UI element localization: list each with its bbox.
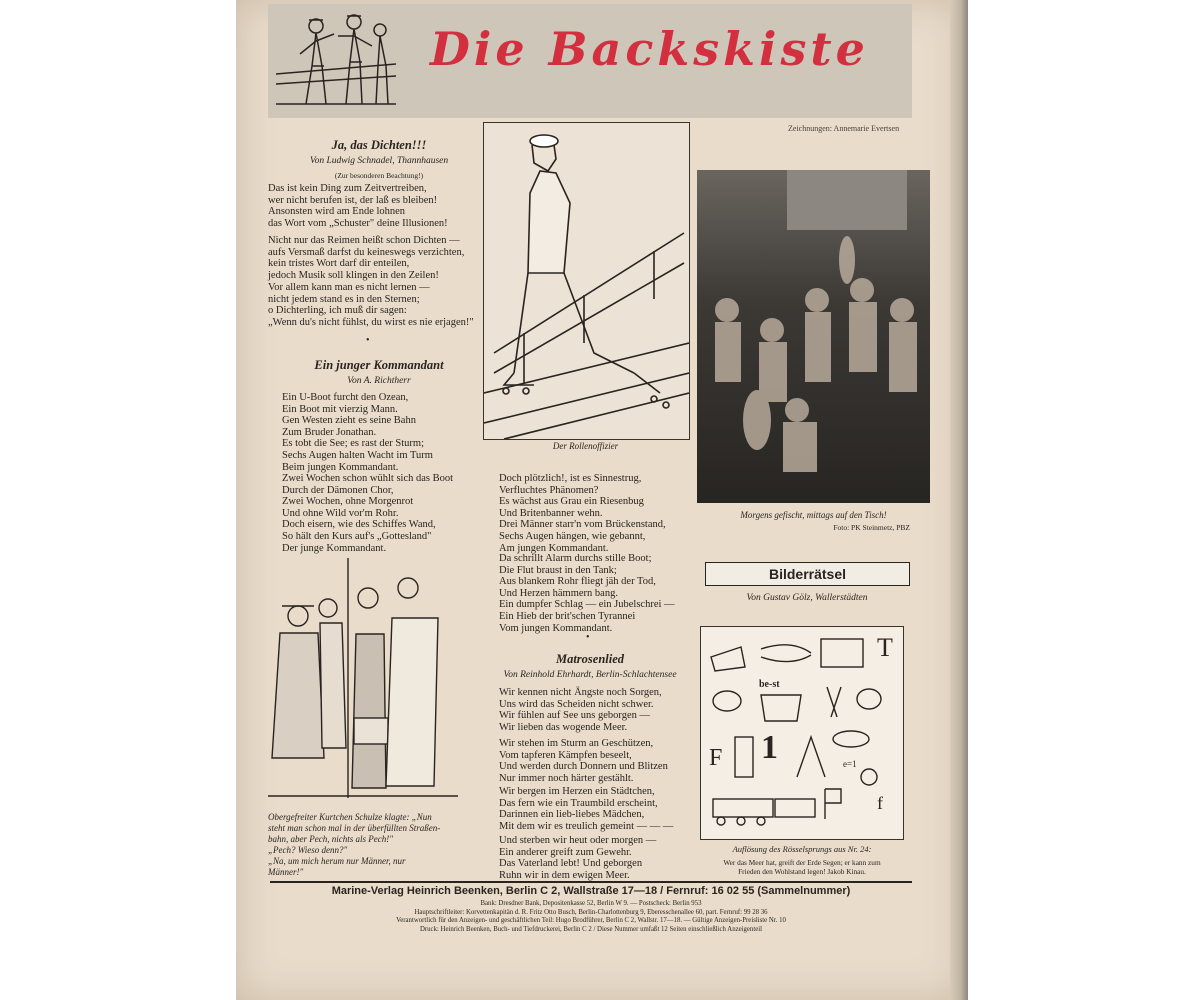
poem-author: Von A. Richtherr <box>347 376 411 386</box>
publisher-line: Marine-Verlag Heinrich Beenken, Berlin C 2, Wallstraße 17—18 / Fernruf: 16 02 55 (Sammelnummer) <box>331 885 851 897</box>
puzzle-letter: F <box>709 745 723 771</box>
separator-dot: • <box>366 335 370 346</box>
poem-author: Von Reinhold Ehrhardt, Berlin-Schlachtensee <box>503 670 677 680</box>
photo-figures <box>697 170 930 503</box>
page-edge <box>950 0 968 1000</box>
puzzle-text: be-st <box>759 679 780 690</box>
magazine-section-title: Die Backskiste <box>430 22 869 76</box>
puzzle-letter: T <box>877 633 893 662</box>
poem-title: Ein junger Kommandant <box>314 358 444 372</box>
poem-stanza: Doch plötzlich!, ist es Sinnestrug, Verfluchtes Phänomen? Es wächst aus Grau ein Riesenbug Und Britenbanner wehn. Drei Männer starr'n vom Brückenstand, Sechs Augen hängen, wie gebannt, Am jungen Kommandant. <box>499 473 666 554</box>
poem-stanza: Da schrillt Alarm durchs stille Boot; Die Flut braust in den Tank; Aus blankem Rohr fliegt jäh der Tod, Und Herzen hämmern bang. Ein dumpfer Schlag — ein Jubelschrei — Ein Hieb der brit'schen Tyrannei Vom jungen Kommandant. <box>499 553 675 634</box>
tram-cartoon <box>268 558 458 808</box>
poem-note: (Zur besonderen Beachtung!) <box>334 171 424 180</box>
poem-stanza: Das ist kein Ding zum Zeitvertreiben, wer nicht berufen ist, der laß es bleiben! Ansonsten wird am Ende lohnen das Wort vom „Schuster" deine Illusionen! <box>268 183 448 229</box>
solution-title: Auflösung des Rösselsprungs aus Nr. 24: <box>732 844 872 854</box>
cartoon-caption: Obergefreiter Kurtchen Schulze klagte: „Nun steht man schon mal in der überfüllten Straßen- bahn, aber Pech, nichts als Pech!" „Pech? Wieso denn?" „Na, um mich herum nur Männer, nur Männer!" <box>268 812 441 877</box>
puzzle-author: Von Gustav Gölz, Wallerstädten <box>746 593 868 603</box>
roller-officer-cartoon <box>483 122 690 440</box>
puzzle-number: 1 <box>761 729 778 766</box>
poem-author: Von Ludwig Schnadel, Thannhausen <box>309 156 449 166</box>
puzzle-title-box: Bilderrätsel <box>705 562 910 586</box>
poem-stanza: Wir bergen im Herzen ein Städtchen, Das fern wie ein Traumbild erscheint, Darinnen ein lieb-liebes Mädchen, Mit dem wir es treulich gemeint — — — <box>499 786 674 832</box>
cartoon-drawing <box>484 123 689 439</box>
footer-responsible: Verantwortlich für den Anzeigen- und geschäftlichen Teil: Hugo Brodführer, Berlin C 2, Wallstr. 17—18. — Gültige Anzeigen-Preisliste Nr. 10 <box>396 917 786 924</box>
photo-caption: Morgens gefischt, mittags auf den Tisch! <box>740 510 887 520</box>
footer-editor: Hauptschriftleiter: Korvettenkapitän d. R. Fritz Otto Busch, Berlin-Charlottenburg 9, Eberesschenallee 60, part. Fernruf: 99 28 36 <box>414 909 768 916</box>
poem-title: Ja, das Dichten!!! <box>331 138 427 152</box>
separator-dot: • <box>586 632 590 643</box>
poem-stanza: Vor allem kann man es nicht lernen — nicht jedem stand es in den Sternen; o Dichterling, ich muß dir sagen: „Wenn du's nicht fühlst, du wirst es nie erjagen!" <box>268 282 474 328</box>
poem-stanza: Ein U-Boot furcht den Ozean, Ein Boot mit vierzig Mann. Gen Westen zieht es seine Bahn Zum Bruder Jonathan. Es tobt die See; es rast der Sturm; Sechs Augen halten Wacht im Turm Beim jungen Kommandant. <box>282 392 433 473</box>
footer-rule <box>270 881 912 883</box>
puzzle-drawings <box>701 627 903 839</box>
solution-text: Wer das Meer hat, greift der Erde Segen; er kann zum Frieden den Wohlstand legen! Jakob Kinau. <box>723 858 881 876</box>
poem-stanza: Nicht nur das Reimen heißt schon Dichten — aufs Versmaß darfst du keineswegs verzichten, kein tristes Wort darf dir enteilen, jedoch Musik soll klingen in den Zeilen! <box>268 235 465 281</box>
picture-puzzle <box>700 626 904 840</box>
illustration-credit: Zeichnungen: Annemarie Evertsen <box>788 124 900 133</box>
footer-bank: Bank: Dresdner Bank, Depositenkasse 52, Berlin W 9. — Postscheck: Berlin 953 <box>480 900 702 907</box>
sailors-illustration <box>276 6 396 116</box>
footer-print: Druck: Heinrich Beenken, Buch- und Tiefdruckerei, Berlin C 2 / Diese Nummer umfaßt 12 Seiten einschließlich Anzeigenteil <box>419 926 763 933</box>
photo-credit: Foto: PK Steinmetz, PBZ <box>833 523 910 532</box>
poem-stanza: Zwei Wochen schon wühlt sich das Boot Durch der Dämonen Chor, Zwei Wochen, ohne Morgenrot Und ohne Wild vor'm Rohr. Doch eisern, wie des Schiffes Wand, So hält den Kurs auf's „Gottesland" Der junge Kommandant. <box>282 473 454 554</box>
poem-stanza: Wir stehen im Sturm an Geschützen, Vom tapferen Kämpfen beseelt, Und werden durch Donnern und Blitzen Nur immer noch härter gestählt. <box>499 738 668 784</box>
poem-stanza: Wir kennen nicht Ängste noch Sorgen, Uns wird das Scheiden nicht schwer. Wir fühlen auf See uns geborgen — Wir lieben das wogende Meer. <box>499 687 662 733</box>
cartoon-caption: Der Rollenoffizier <box>552 441 619 451</box>
puzzle-text: e=1 <box>843 759 857 769</box>
poem-stanza: Und sterben wir heut oder morgen — Ein anderer greift zum Gewehr. Das Vaterland lebt! Und geborgen Ruhn wir in dem ewigen Meer. <box>499 835 657 881</box>
sailors-fishing-photo <box>697 170 930 503</box>
puzzle-letter: f <box>877 793 883 813</box>
poem-title: Matrosenlied <box>555 652 625 666</box>
